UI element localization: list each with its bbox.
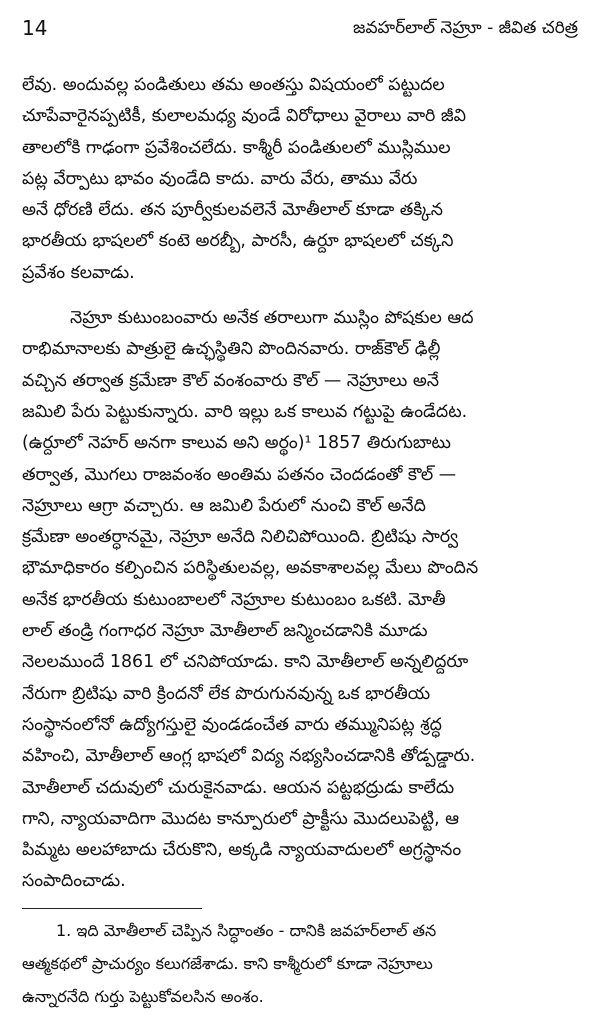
text-line: వహించి, మోతీలాల్ ఆంగ్ల భాషలో విద్య నభ్యసించడానికి తోడ్పడ్డారు. bbox=[22, 746, 476, 767]
text-line: సంపాదించాడు. bbox=[22, 871, 126, 892]
text-line: తర్వాత, మొగలు రాజవంశం అంతిమ పతనం చెందడంతో కౌల్ — bbox=[22, 464, 457, 485]
text-line: ప్రవేశం కలవాడు. bbox=[22, 262, 135, 283]
page-header bbox=[22, 10, 578, 50]
text-line: అనేక భారతీయ కుటుంబాలలో నెహ్రూల కుటుంబం ఒకటి. మోతీ bbox=[22, 589, 446, 610]
text-line: క్రమేణా అంతర్ధానమై, నెహ్రూ అనేది నిలిచిపోయింది. బ్రిటిషు సార్వ bbox=[22, 527, 459, 548]
footnote-divider bbox=[22, 908, 202, 909]
footnote-line: ఆత్మకథలో ప్రాచుర్యం కలుగజేశాడు. కాని కాశ్మీరులో కూడా నెహ్రూలు bbox=[22, 954, 433, 973]
text-line: లాల్ తండ్రి గంగాధర నెహ్రూ మోతీలాల్ జన్మించడానికి మూడు bbox=[22, 621, 428, 642]
paragraph-2 bbox=[22, 303, 578, 898]
footnote bbox=[22, 914, 578, 1013]
text-line: వచ్చిన తర్వాత క్రమేణా కౌల్ వంశంవారు కౌల్ — నెహ్రూలు అనే bbox=[22, 370, 439, 391]
text-line: అనే ధోరణి లేదు. తన పూర్వీకులవలెనే మోతీలాల్ కూడా తక్కిన bbox=[22, 200, 443, 221]
page-number: 14 bbox=[22, 16, 48, 40]
text-line: సంస్థానంలోనో ఉద్యోగస్తులై వుండడంచేత వారు తమ్మునిపట్ల శ్రద్ధ bbox=[22, 714, 442, 735]
text-line: నెహ్రూలు ఆగ్రా వచ్చారు. ఆ జమిలి పేరులో నుంచి కౌల్ అనేది bbox=[22, 495, 426, 516]
footnote-line: ఉన్నారనేది గుర్తు పెట్టుకోవలసిన అంశం. bbox=[22, 987, 264, 1006]
text-line: రాభిమానాలకు పాత్రులై ఉచ్ఛస్థితిని పొందినవారు. రాజ్‌కౌల్ ఢిల్లీ bbox=[22, 339, 441, 360]
paragraph-1 bbox=[22, 70, 578, 289]
footnote-line: 1. ఇది మోతీలాల్ చెప్పిన సిద్ధాంతం - దానికి జవహర్‌లాల్ తన bbox=[56, 921, 437, 940]
text-line: నెలలముందే 1861 లో చనిపోయాడు. కాని మోతీలాల్ అన్నలిద్దరూ bbox=[22, 652, 469, 673]
text-line: నెహ్రూ కుటుంబంవారు అనేక తరాలుగా ముస్లిం పోషకుల ఆద bbox=[70, 308, 474, 329]
text-line: తాలలోకి గాఢంగా ప్రవేశించలేదు. కాశ్మీరీ పండితులలో ముస్లిముల bbox=[22, 137, 451, 158]
text-line: (ఉర్దూలో నెహర్ అనగా కాలువ అని అర్థం)¹ 1857 తిరుగుబాటు bbox=[22, 433, 451, 454]
text-line: పిమ్మట అలహాబాదు చేరుకొని, అక్కడి న్యాయవాదులలో అగ్రస్థానం bbox=[22, 840, 462, 861]
running-title: జవహర్‌లాల్ నెహ్రూ - జీవిత చరిత్ర bbox=[353, 18, 578, 38]
text-line: జమిలి పేరు పెట్టుకున్నారు. వారి ఇల్లు ఒక కాలువ గట్టుపై ఉండేదట. bbox=[22, 401, 468, 422]
text-line: భారతీయ భాషలలో కంటె అరబ్బీ, పారసీ, ఉర్దూ భాషలలో చక్కని bbox=[22, 231, 454, 252]
body-text bbox=[22, 70, 578, 898]
text-line: పట్ల వేర్పాటు భావం వుండేది కాదు. వారు వేరు, తాము వేరు bbox=[22, 168, 418, 189]
text-line: భౌమాధికారం కల్పించిన పరిస్థితులవల్ల, అవకాశాలవల్ల మేలు పొందిన bbox=[22, 558, 479, 579]
text-line: నేరుగా బ్రిటిషు వారి క్రిందనో లేక పొరుగునవున్న ఒక భారతీయ bbox=[22, 683, 431, 704]
text-line: గాని, న్యాయవాదిగా మొదట కాన్పూరులో ప్రాక్టీసు మొదలుపెట్టి, ఆ bbox=[22, 808, 460, 829]
text-line: లేవు. అందువల్ల పండితులు తమ అంతస్తు విషయంలో పట్టుదల bbox=[22, 75, 445, 95]
text-line: చూపేవారైనప్పటికీ, కులాలమధ్య వుండే విరోధాలు వైరాలు వారి జీవి bbox=[22, 106, 466, 127]
text-line: మోతీలాల్ చదువులో చురుకైనవాడు. ఆయన పట్టభద్రుడు కాలేదు bbox=[22, 777, 455, 798]
